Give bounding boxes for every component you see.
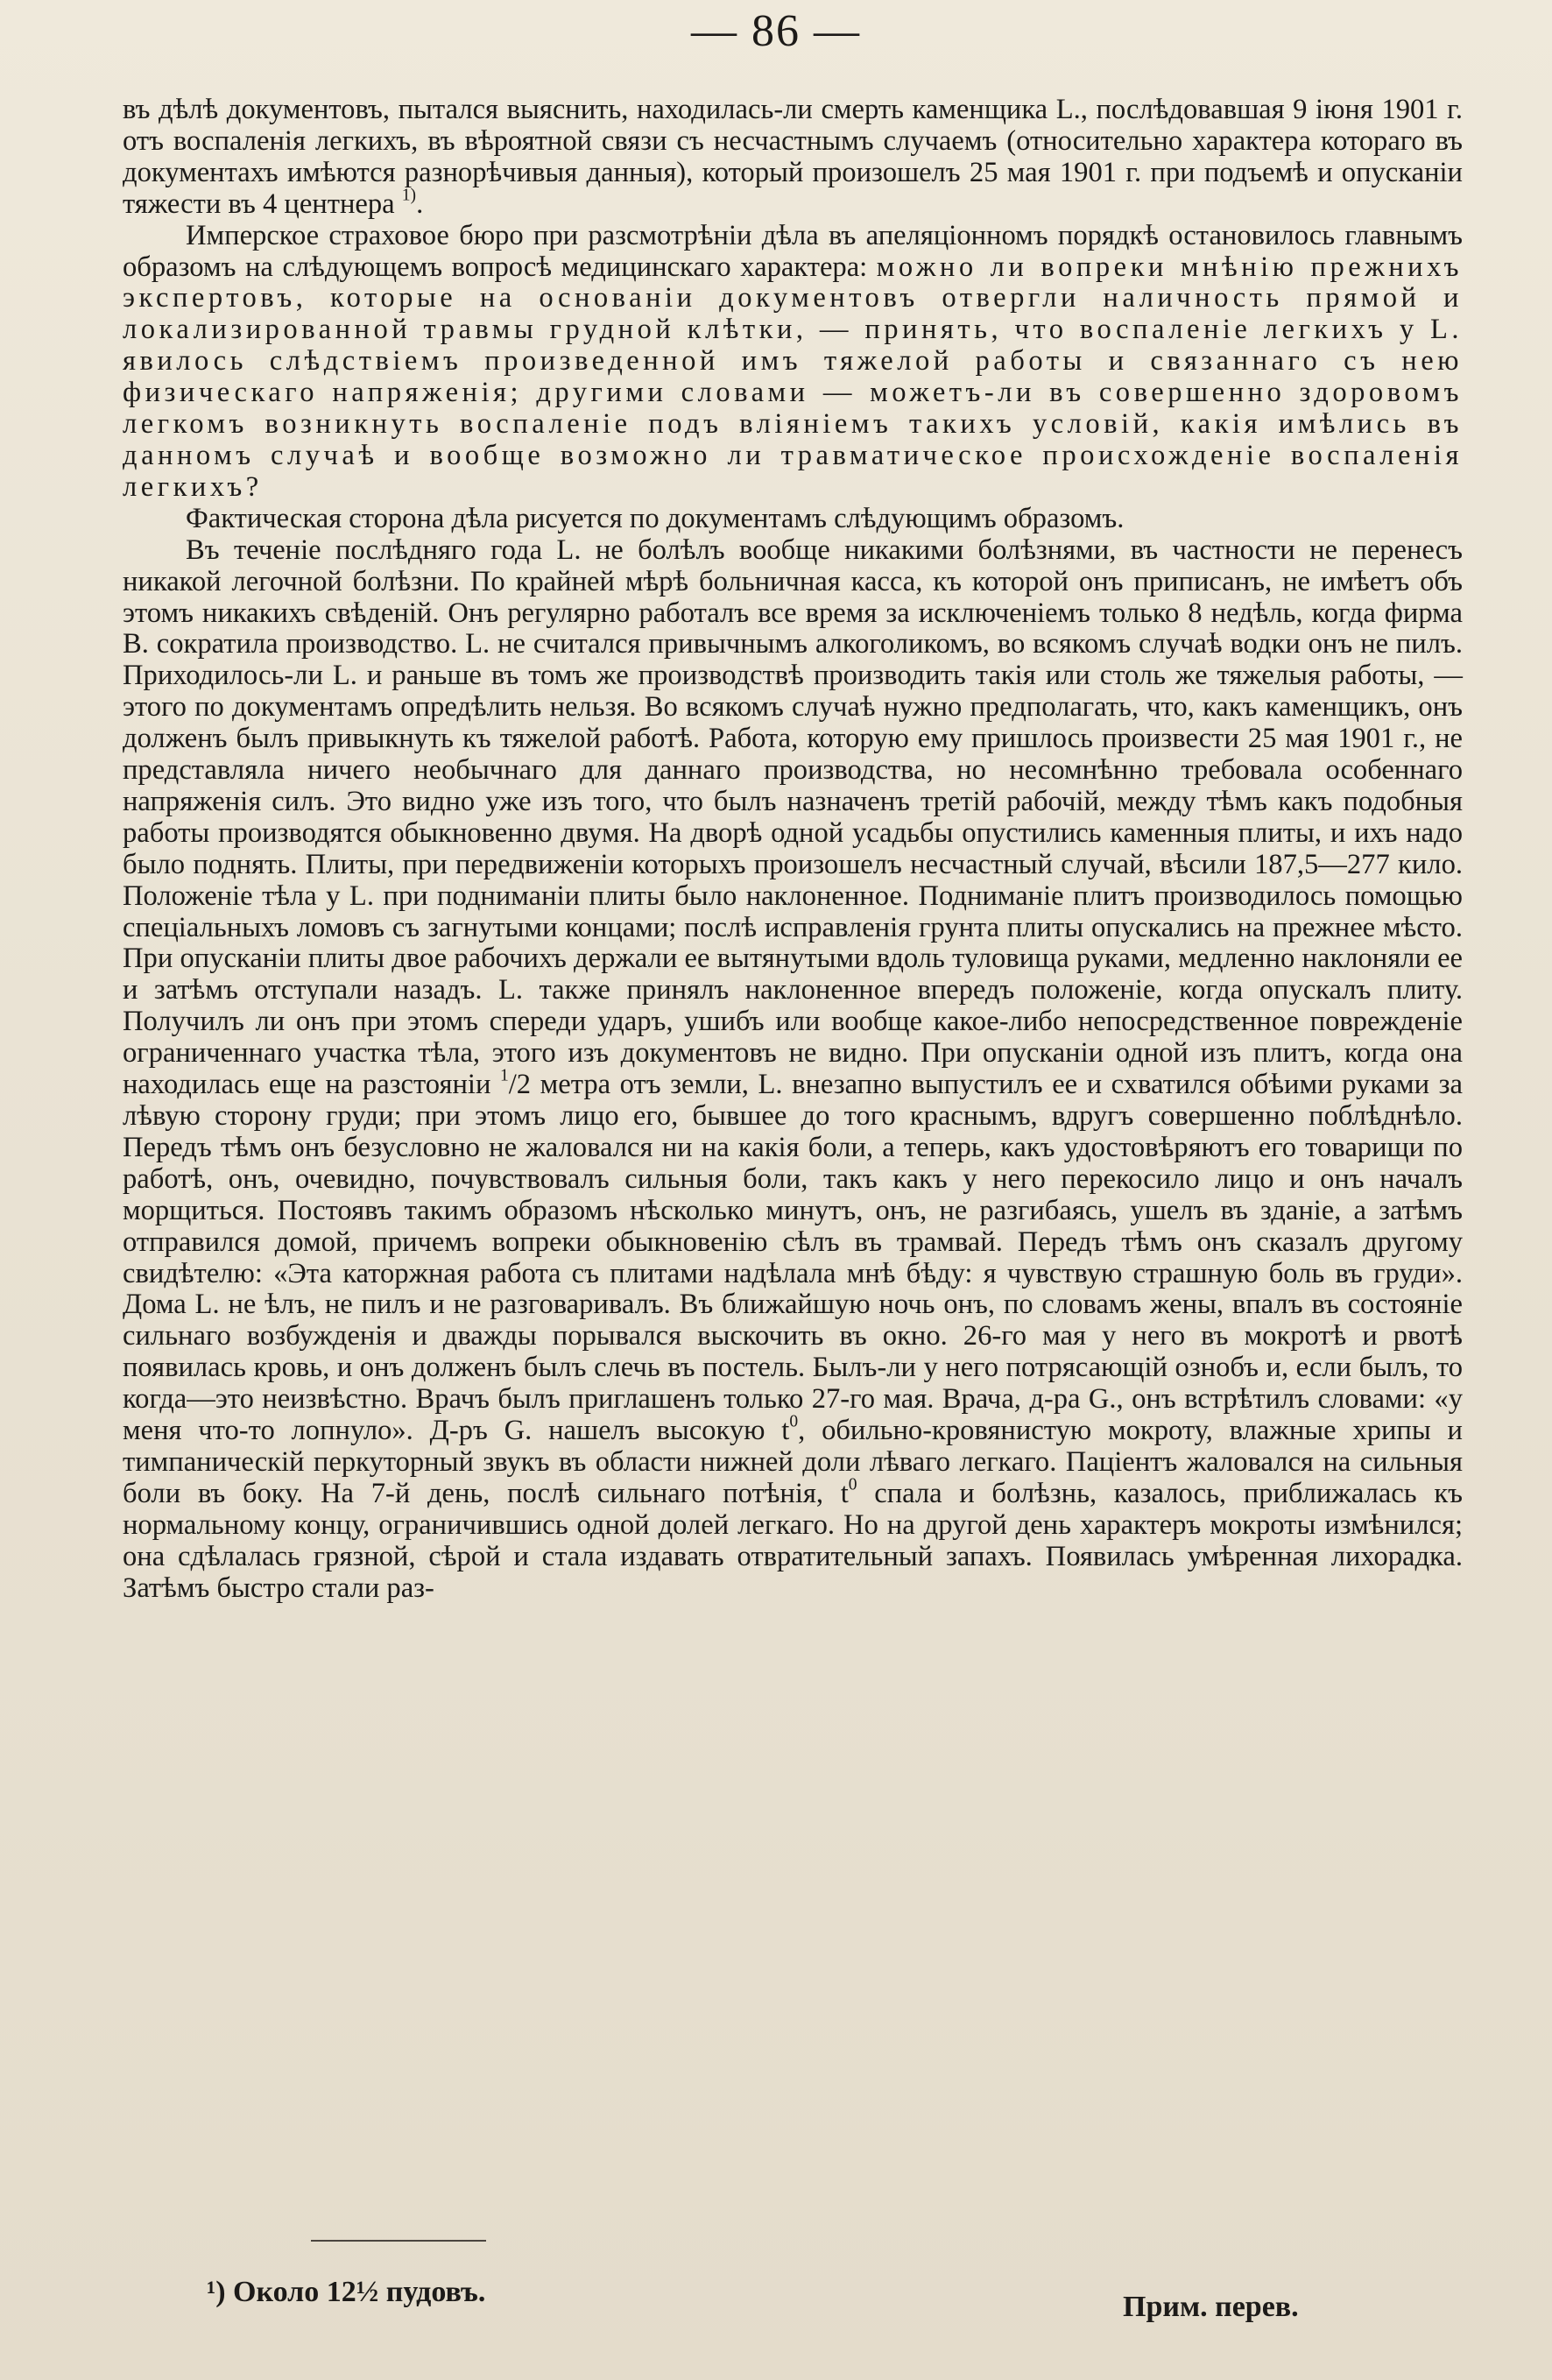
paragraph xyxy=(123,535,1463,1605)
superscript: 0 xyxy=(789,1412,799,1431)
superscript: 0 xyxy=(848,1475,857,1494)
spaced-question-text: можно ли вопреки мнѣнію прежнихъ экспертовъ, которые на основаніи документовъ отвергли наличность прямой и локализированной травмы грудной клѣтки, — принять, что воспаленіе легкихъ у L. явилось слѣдствіемъ произведенной имъ тяжелой работы и связаннаго съ нею физическаго напряженія; другими словами — можетъ-ли въ совершенно здоровомъ легкомъ возникнуть воспаленіе подъ вліяніемъ такихъ условій, какія имѣлись въ данномъ случаѣ и вообще возможно ли травматическое происхожденіе воспаленія легкихъ? xyxy=(123,251,1463,503)
text-run: Въ теченіе послѣдняго года L. не болѣлъ вообще никакими болѣзнями, въ частности не перенесъ никакой легочной болѣзни. По крайней мѣрѣ больничная касса, къ которой онъ приписанъ, не имѣетъ объ этомъ никакихъ свѣденій. Онъ регулярно работалъ все время за исключеніемъ только 8 недѣль, когда фирма В. сократила производство. L. не считался привычнымъ алкоголикомъ, во всякомъ случаѣ водки онъ не пилъ. Приходилось-ли L. и раньше въ томъ же производствѣ производить такія или столь же тяжелыя работы, — этого по документамъ опредѣлить нельзя. Во всякомъ случаѣ нужно предполагать, что, какъ каменщикъ, онъ долженъ былъ привыкнуть къ тяжелой работѣ. Работа, которую ему пришлось произвести 25 мая 1901 г., не представляла ничего необычнаго для даннаго производства, но несомнѣнно требовала особеннаго напряженія силъ. Это видно уже изъ того, что былъ назначенъ третій рабочій, между тѣмъ какъ подобныя работы производятся обыкновенно двумя. На дворѣ одной усадьбы опустились каменныя плиты, и ихъ надо было поднять. Плиты, при передвиженіи которыхъ произошелъ несчастный случай, вѣсили 187,5—277 кило. Положеніе тѣла у L. при подниманіи плиты было наклоненное. Подниманіе плитъ производилось помощью спеціальныхъ ломовъ съ загнутыми концами; послѣ исправленія грунта плиты опускались на прежнее мѣсто. При опусканіи плиты двое рабочихъ держали ее вытянутыми вдоль туловища руками, медленно наклоняли ее и затѣмъ отступали назадъ. L. также принялъ наклоненное впередъ положеніе, когда опускалъ плиту. Получилъ ли онъ при этомъ спереди ударъ, ушибъ или вообще какое-либо непосредственное поврежденіе ограниченнаго участка тѣла, этого изъ документовъ не видно. При опусканіи одной изъ плитъ, когда она находилась еще на разстояніи xyxy=(123,533,1463,1101)
translator-note: Прим. перев. xyxy=(1123,2291,1299,2323)
paragraph-continuation xyxy=(123,95,1463,221)
text-run: въ дѣлѣ документовъ, пытался выяснить, находилась-ли смерть каменщика L., послѣдовавшая 9 іюня 1901 г. отъ воспаленія легкихъ, въ вѣроятной связи съ несчастнымъ случаемъ (относительно характера котораго въ документахъ имѣются разнорѣчивыя данныя), который произошелъ 25 мая 1901 г. при подъемѣ и опусканіи тяжести въ 4 центнера xyxy=(123,94,1463,220)
footnote-marker: 1) xyxy=(401,186,417,205)
text-run: /2 метра отъ земли, L. внезапно выпустилъ ее и схватился обѣими руками за лѣвую сторону груди; при этомъ лицо его, бывшее до того краснымъ, вдругъ совершенно поблѣднѣло. Передъ тѣмъ онъ безусловно не жаловался ни на какія боли, а теперь, какъ удостовѣряютъ его товарищи по работѣ, онъ, очевидно, почувствовалъ сильныя боли, такъ какъ у него перекосило лицо и онъ началъ морщиться. Постоявъ такимъ образомъ нѣсколько минутъ, онъ, не разгибаясь, ушелъ въ зданіе, а затѣмъ отправился домой, причемъ вопреки обыкновенію сѣлъ въ трамвай. Передъ тѣмъ онъ сказалъ другому свидѣтелю: «Эта каторжная работа съ плитами надѣлала мнѣ бѣду: я чувствую страшную боль въ груди». Дома L. не ѣлъ, не пилъ и не разговаривалъ. Въ ближайшую ночь онъ, по словамъ жены, впалъ въ состояніе сильнаго возбужденія и дважды порывался выскочить въ окно. 26-го мая у него въ мокротѣ и рвотѣ появилась кровь, и онъ долженъ былъ слечь въ постель. Былъ-ли у него потрясающій ознобъ и, если былъ, то когда—это неизвѣстно. Врачъ былъ приглашенъ только 27-го мая. Врача, д-ра G., онъ встрѣтилъ словами: «у меня что-то лопнуло». Д-ръ G. нашелъ высокую t xyxy=(123,1069,1463,1447)
superscript: 1 xyxy=(499,1066,509,1085)
text-run: Фактическая сторона дѣла рисуется по документамъ слѣдующимъ образомъ. xyxy=(186,502,1125,534)
paragraph xyxy=(123,221,1463,504)
body-text xyxy=(123,95,1463,1605)
text-run: спала и болѣзнь, казалось, приближалась къ нормальному концу, ограничившись одной долей легкаго. Но на другой день характеръ мокроты измѣнился; она сдѣлалась грязной, сѣрой и стала издавать отвратительный запахъ. Появилась умѣренная лихорадка. Затѣмъ быстро стали раз- xyxy=(123,1477,1463,1604)
footnote: ¹) Около 12½ пудовъ. xyxy=(207,2276,486,2308)
page-number: — 86 — xyxy=(691,6,861,56)
text-run: , обильно-кровянистую мокроту, влажные хрипы и тимпаническій перкуторный звукъ въ области нижней доли лѣваго легкаго. Паціентъ жаловался на сильныя боли въ боку. На 7-й день, послѣ сильнаго потѣнія, t xyxy=(123,1415,1463,1509)
text-run: . xyxy=(416,187,424,220)
paragraph xyxy=(123,504,1463,535)
footnote-divider xyxy=(311,2240,486,2242)
text-run: Имперское страховое бюро при разсмотрѣніи дѣла въ апеляціонномъ порядкѣ остановилось главнымъ образомъ на слѣдующемъ вопросѣ медицинскаго характера: xyxy=(123,219,1463,283)
